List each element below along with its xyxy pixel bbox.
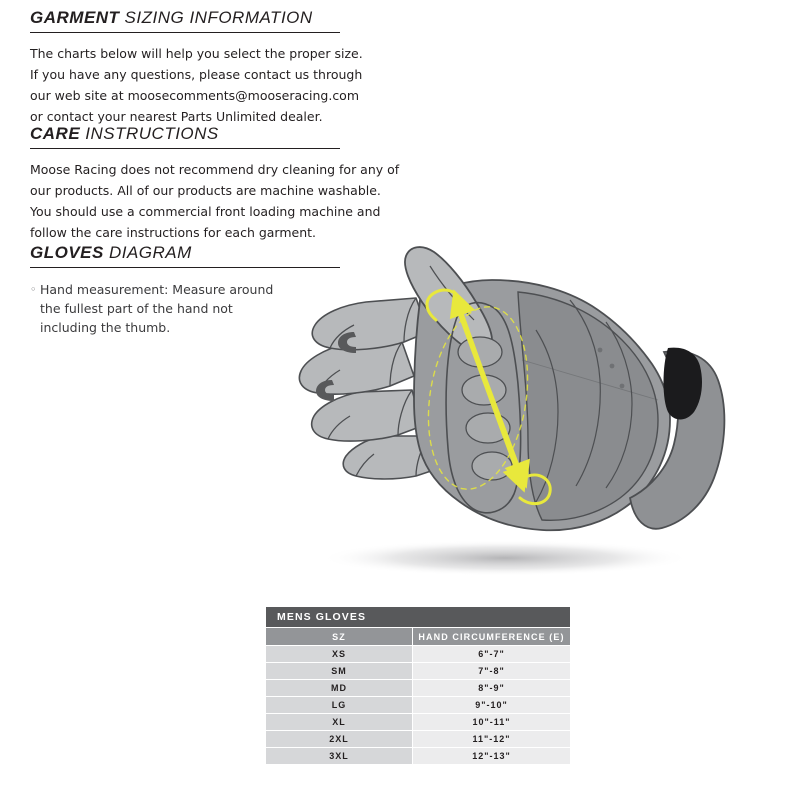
table-header-row [266, 628, 571, 646]
glove-illustration [270, 240, 740, 590]
bullet-circle-icon: ◦ [30, 283, 37, 296]
garment-line-1: The charts below will help you select the proper size. [30, 46, 363, 61]
size-label: MD [266, 680, 413, 697]
care-line-3: You should use a commercial front loading machine and [30, 204, 381, 219]
hand-measurement-note: Hand measurement: Measure around the fullest part of the hand not including the thumb. [40, 282, 274, 335]
mens-gloves-size-table [265, 606, 571, 765]
garment-line-2: If you have any questions, please contact us through [30, 67, 363, 82]
table-row [266, 697, 571, 714]
circumference-value: 8"-9" [413, 680, 571, 697]
circumference-value: 9"-10" [413, 697, 571, 714]
care-body-text [30, 159, 460, 243]
column-header-circumference: HAND CIRCUMFERENCE (E) [413, 628, 571, 646]
glove-shadow [320, 540, 690, 576]
care-line-4: follow the care instructions for each garment. [30, 225, 317, 240]
table-row [266, 748, 571, 765]
table-row [266, 680, 571, 697]
section-heading-care [30, 124, 340, 149]
size-label: LG [266, 697, 413, 714]
circumference-value: 6"-7" [413, 646, 571, 663]
list-item [30, 280, 280, 337]
table-title-row [266, 607, 571, 628]
table-row [266, 714, 571, 731]
garment-line-3: our web site at moosecomments@mooseracing.com [30, 88, 360, 103]
circumference-value: 10"-11" [413, 714, 571, 731]
size-label: 2XL [266, 731, 413, 748]
table-row [266, 646, 571, 663]
circumference-value: 12"-13" [413, 748, 571, 765]
size-label: SM [266, 663, 413, 680]
table-row [266, 731, 571, 748]
column-header-size: SZ [266, 628, 413, 646]
garment-body-text [30, 43, 460, 127]
care-line-2: our products. All of our products are machine washable. [30, 183, 381, 198]
section-heading-garment [30, 8, 340, 33]
section-garment-sizing [30, 8, 460, 127]
section-heading-care-bold: CARE [30, 124, 81, 143]
section-heading-gloves-light: DIAGRAM [108, 243, 192, 262]
table-row [266, 663, 571, 680]
section-heading-garment-light: SIZING INFORMATION [124, 8, 313, 27]
section-heading-garment-bold: GARMENT [30, 8, 120, 27]
size-label: XL [266, 714, 413, 731]
table-title: MENS GLOVES [266, 607, 571, 628]
section-heading-care-light: INSTRUCTIONS [85, 124, 219, 143]
care-line-1: Moose Racing does not recommend dry cleaning for any of [30, 162, 400, 177]
size-label: XS [266, 646, 413, 663]
garment-line-4: or contact your nearest Parts Unlimited dealer. [30, 109, 323, 124]
circumference-value: 11"-12" [413, 731, 571, 748]
section-care-instructions [30, 124, 460, 243]
size-label: 3XL [266, 748, 413, 765]
circumference-value: 7"-8" [413, 663, 571, 680]
section-heading-gloves-bold: GLOVES [30, 243, 104, 262]
